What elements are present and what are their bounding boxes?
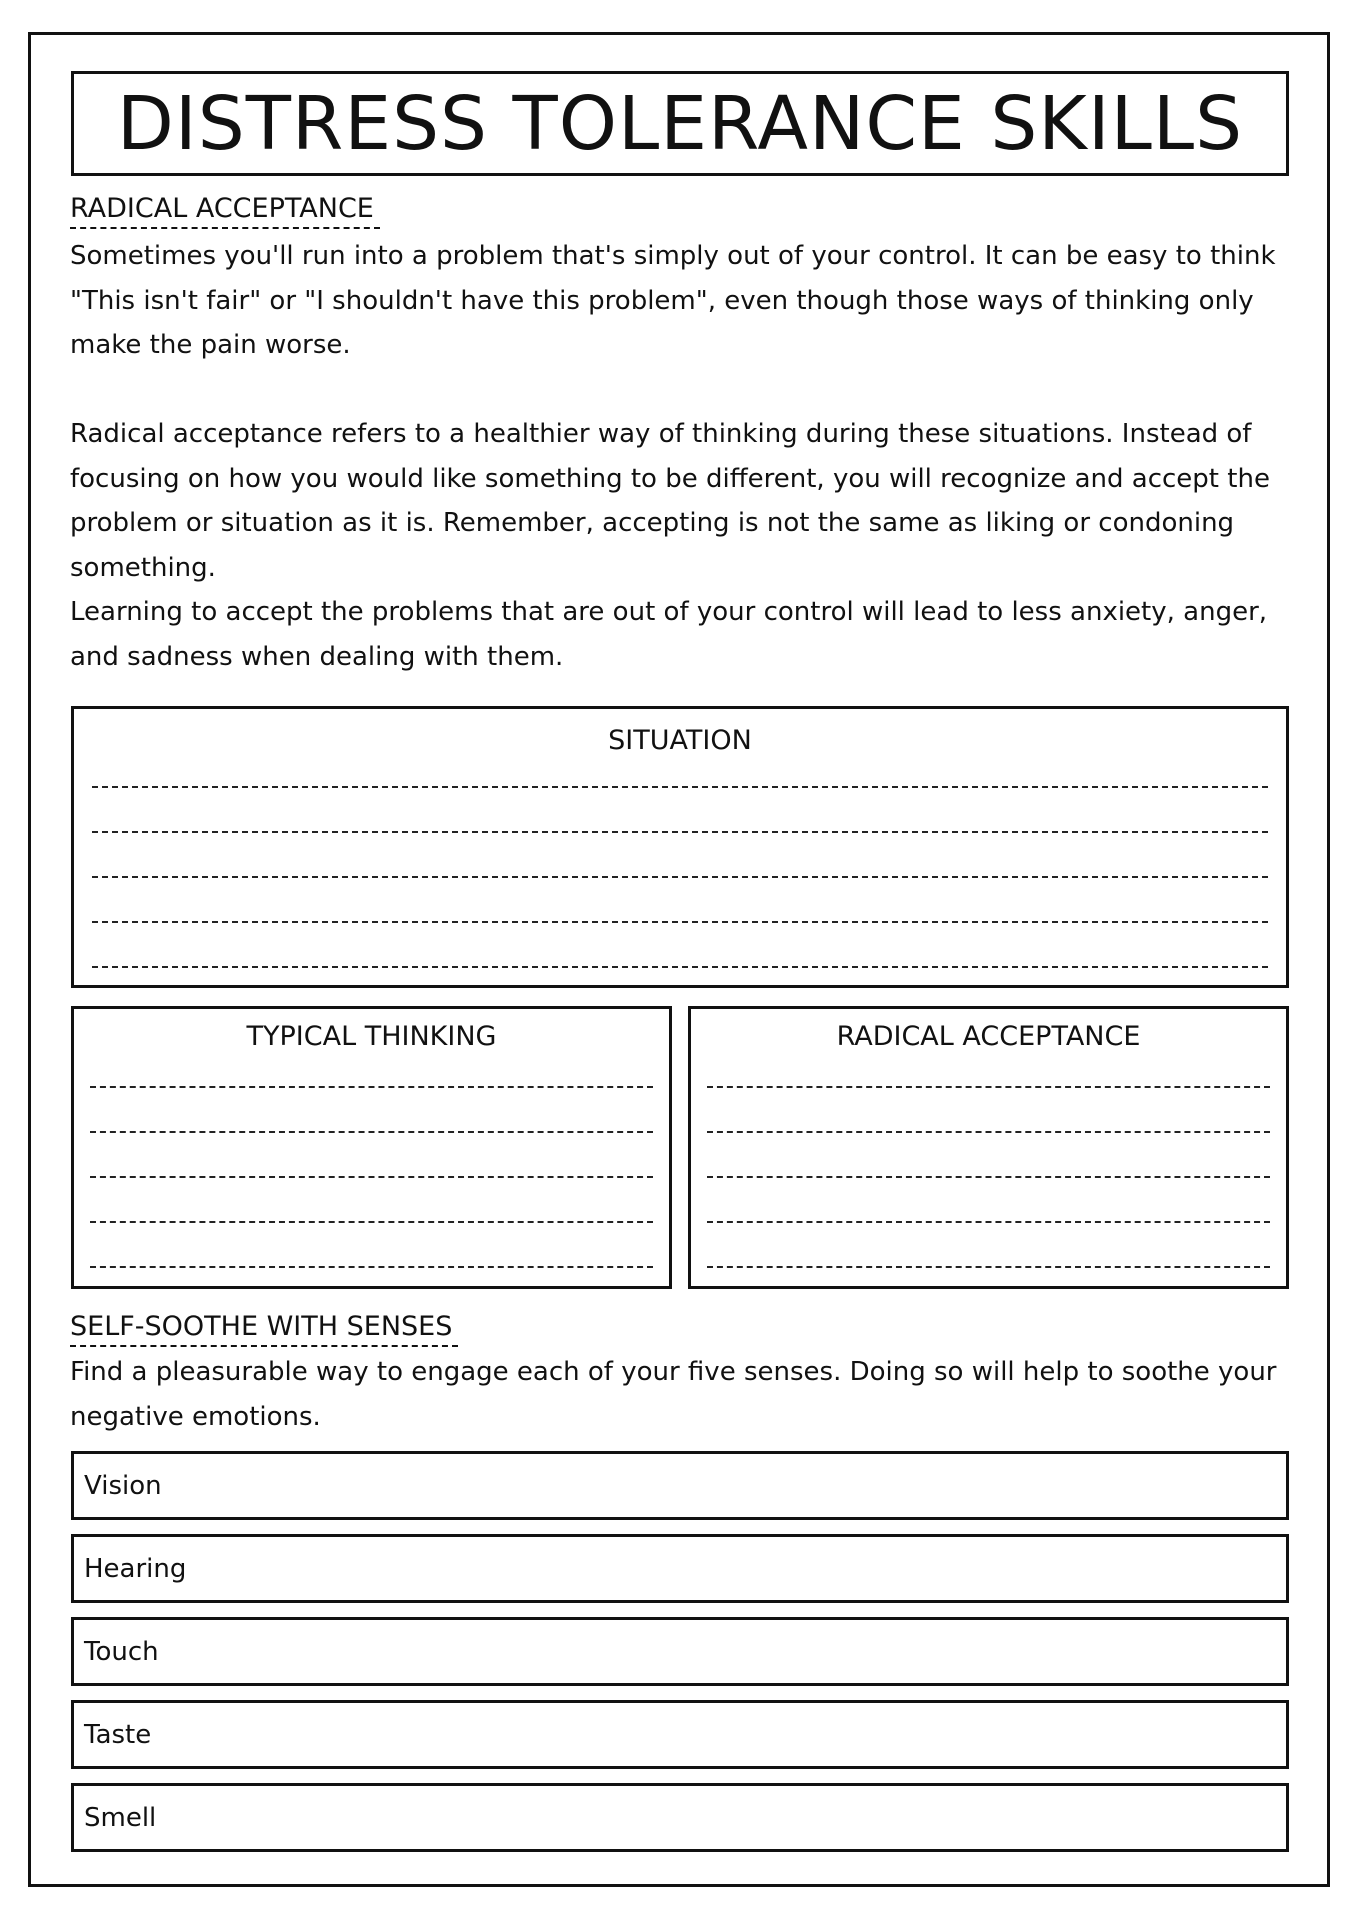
writing-line[interactable]	[707, 1266, 1270, 1268]
sense-field-taste[interactable]	[71, 1700, 1289, 1769]
sense-label-smell: Smell	[84, 1802, 157, 1833]
sense-field-vision[interactable]	[71, 1451, 1289, 1520]
writing-line[interactable]	[707, 1131, 1270, 1133]
radical-acceptance-label: RADICAL ACCEPTANCE	[836, 1021, 1141, 1052]
writing-line[interactable]	[92, 786, 1268, 788]
situation-box[interactable]	[71, 706, 1289, 988]
self-soothe-heading: SELF-SOOTHE WITH SENSES	[70, 1311, 458, 1347]
radical-acceptance-box[interactable]	[688, 1006, 1289, 1289]
writing-line[interactable]	[90, 1221, 653, 1223]
writing-line[interactable]	[92, 876, 1268, 878]
title-box	[71, 71, 1289, 176]
typical-thinking-label: TYPICAL THINKING	[246, 1021, 497, 1052]
radical-acceptance-heading: RADICAL ACCEPTANCE	[70, 193, 380, 229]
writing-line[interactable]	[90, 1266, 653, 1268]
writing-line[interactable]	[92, 966, 1268, 968]
writing-line[interactable]	[707, 1086, 1270, 1088]
situation-label: SITUATION	[608, 725, 752, 756]
writing-line[interactable]	[707, 1221, 1270, 1223]
writing-line[interactable]	[92, 921, 1268, 923]
writing-line[interactable]	[92, 831, 1268, 833]
sense-field-hearing[interactable]	[71, 1534, 1289, 1603]
sense-field-touch[interactable]	[71, 1617, 1289, 1686]
sense-label-taste: Taste	[84, 1719, 152, 1750]
sense-field-smell[interactable]	[71, 1783, 1289, 1852]
radical-acceptance-paragraph-3: Learning to accept the problems that are out of your control will lead to less anxiety, anger, and sadness when dealing with them.	[70, 597, 1268, 672]
writing-line[interactable]	[707, 1176, 1270, 1178]
writing-line[interactable]	[90, 1131, 653, 1133]
page-title: DISTRESS TOLERANCE SKILLS	[116, 80, 1244, 167]
writing-line[interactable]	[90, 1086, 653, 1088]
self-soothe-paragraph: Find a pleasurable way to engage each of your five senses. Doing so will help to soothe your negative emotions.	[70, 1357, 1277, 1432]
sense-label-touch: Touch	[84, 1636, 159, 1667]
sense-label-vision: Vision	[84, 1470, 162, 1501]
typical-thinking-box[interactable]	[71, 1006, 672, 1289]
radical-acceptance-paragraph-2: Radical acceptance refers to a healthier way of thinking during these situations. Instead of focusing on how you would like something to be different, you will recognize and accept the problem or situation as it is. Remember, accepting is not the same as liking or condoning something.	[70, 419, 1270, 583]
radical-acceptance-paragraph-1: Sometimes you'll run into a problem that's simply out of your control. It can be easy to think "This isn't fair" or "I shouldn't have this problem", even though those ways of thinking only make the pain worse.	[70, 241, 1276, 360]
sense-label-hearing: Hearing	[84, 1553, 187, 1584]
writing-line[interactable]	[90, 1176, 653, 1178]
